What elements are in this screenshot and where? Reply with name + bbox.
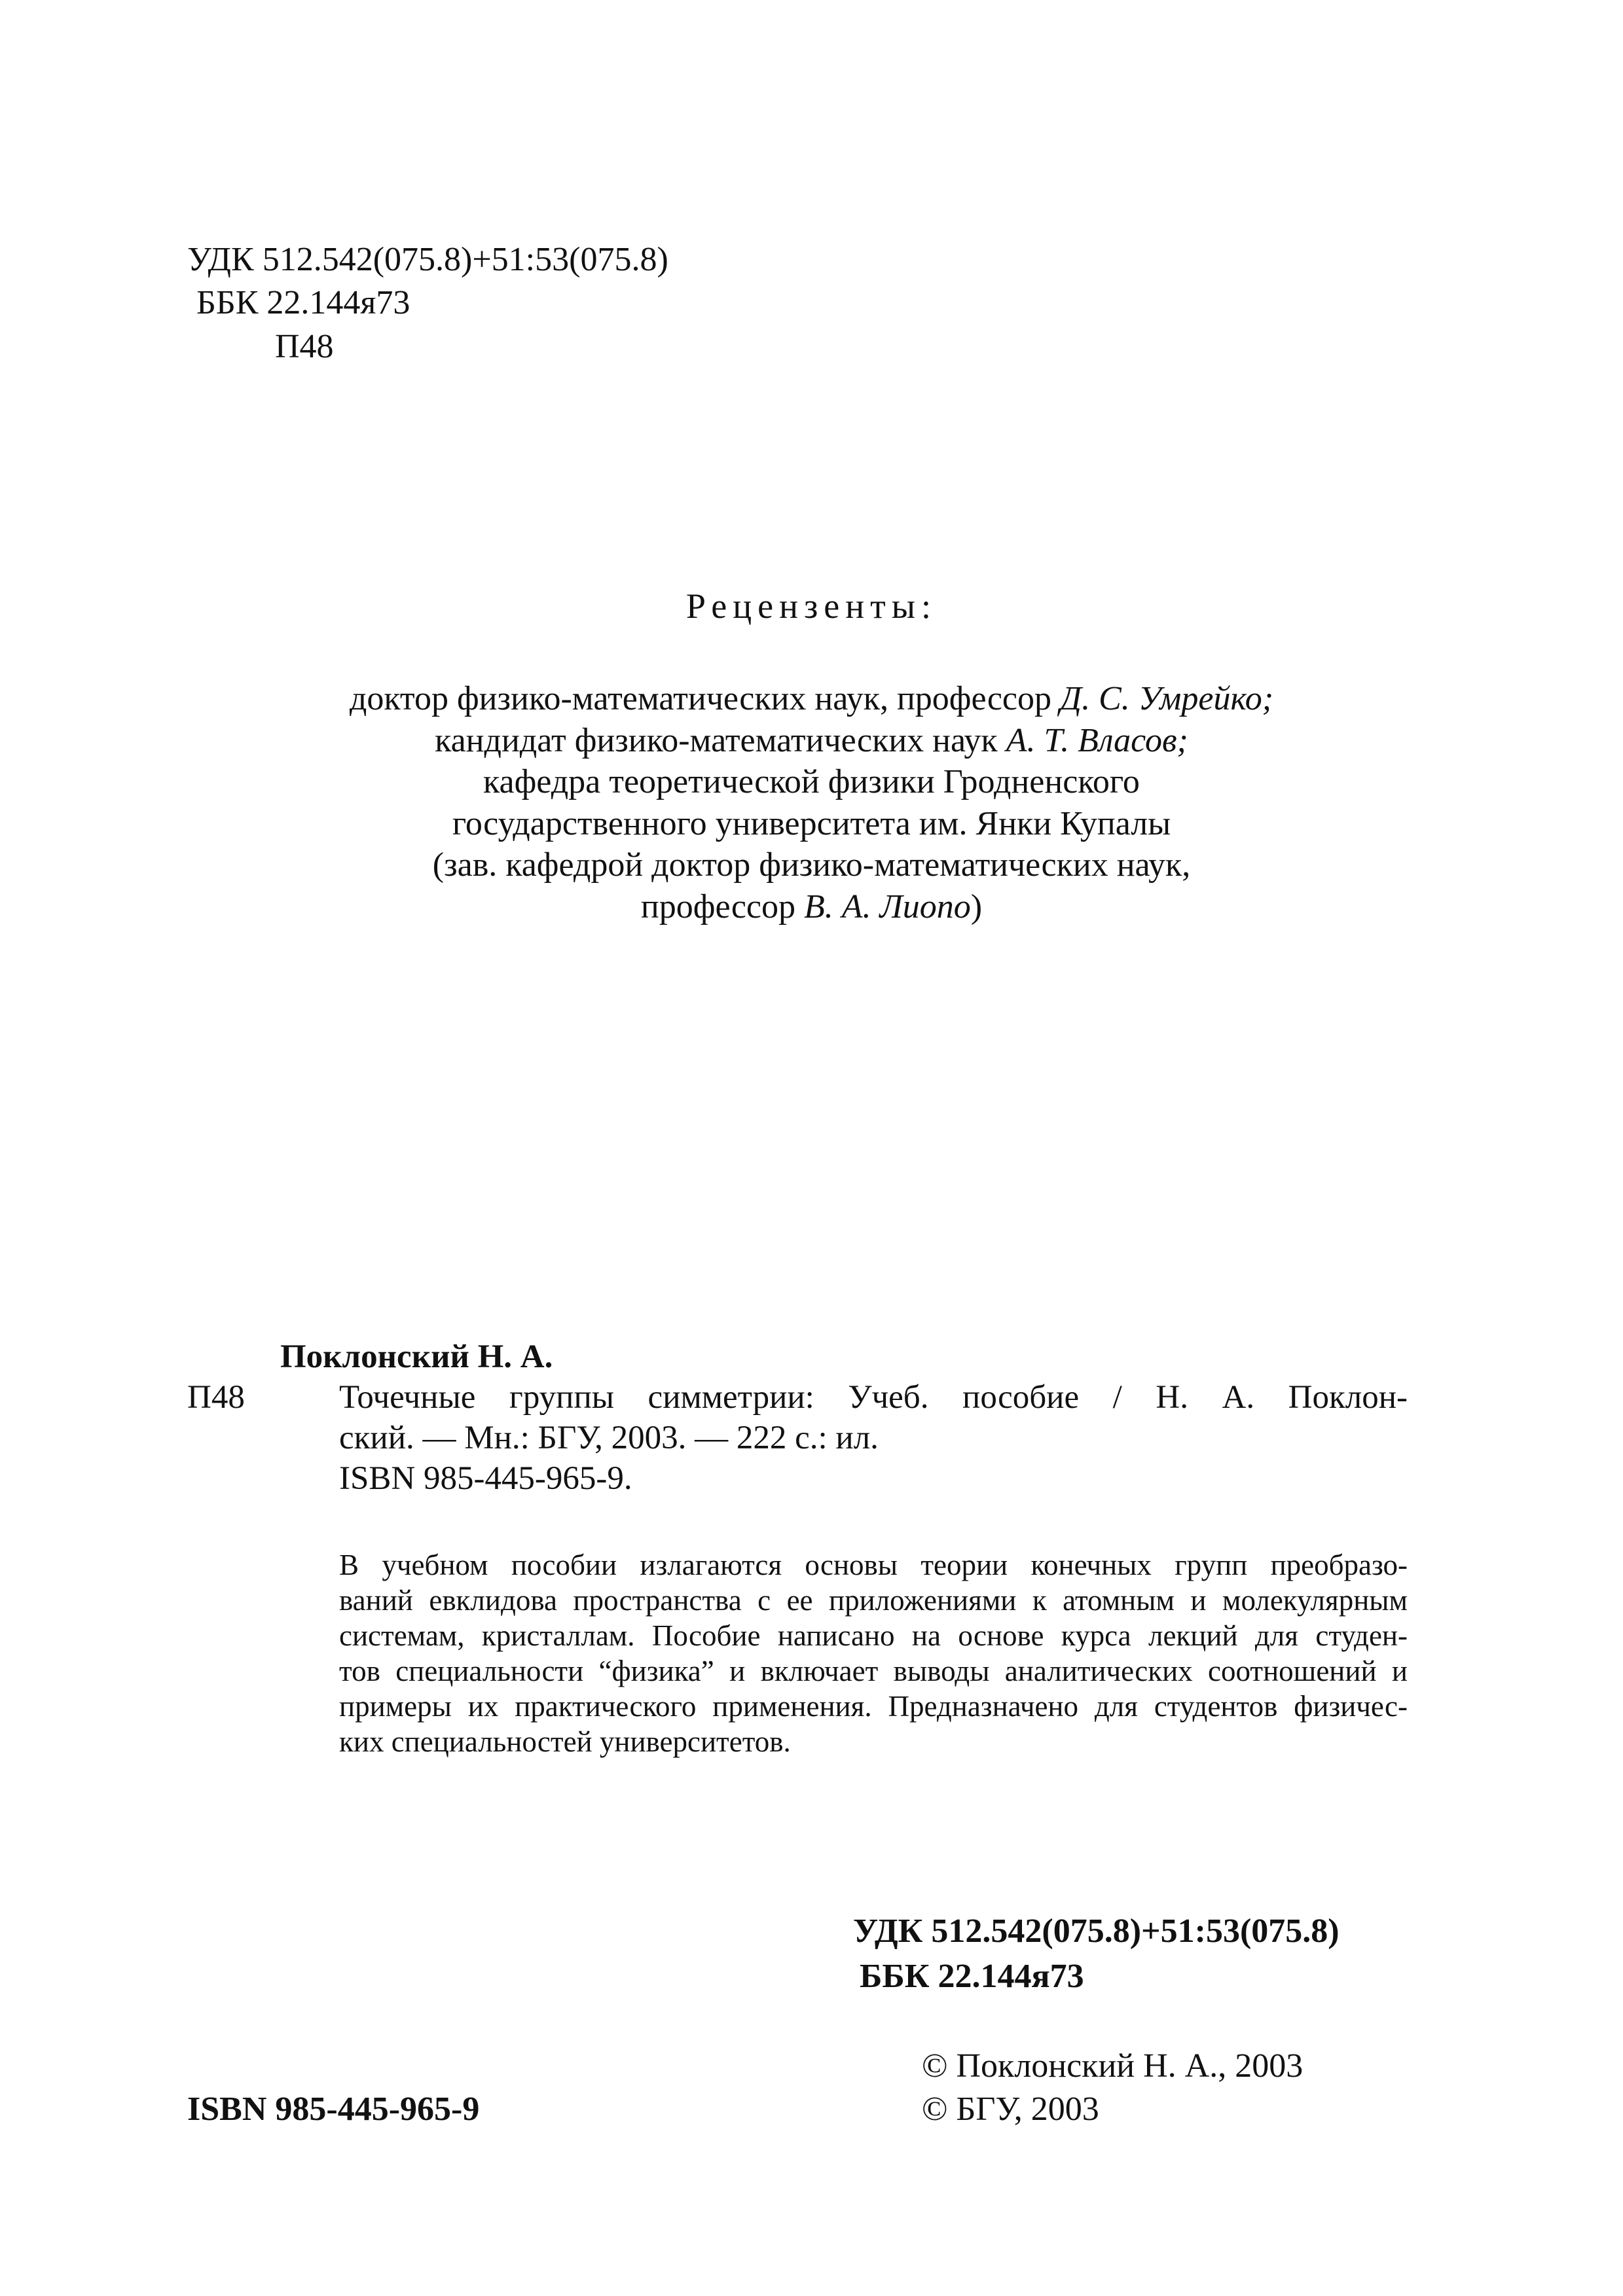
annotation-line-4: тов специальности “физика” и включает выводы аналитических соотношений и [339,1655,1408,1687]
isbn-bottom: ISBN 985-445-965-9 [187,2090,480,2128]
reviewer-line-3: кафедра теоретической физики Гродненского [483,763,1140,800]
reviewer-name-2: А. Т. Власов; [1006,721,1188,759]
copyright-author: © Поклонский Н. А., 2003 [922,2047,1304,2085]
annotation-line-1: В учебном пособии излагаются основы теории конечных групп преобразо- [339,1549,1408,1581]
author-mark-top: П48 [275,328,334,365]
bbk-code-top: ББК 22.144я73 [196,284,410,321]
bib-isbn: ISBN 985-445-965-9. [339,1460,632,1497]
bbk-code-bottom: ББК 22.144я73 [860,1958,1084,1995]
annotation [339,1547,1408,1759]
reviewer-name-1: Д. С. Умрейко; [1060,680,1274,717]
annotation-line-5: примеры их практического применения. Предназначено для студентов физичес- [339,1690,1408,1723]
reviewer-line-5: (зав. кафедрой доктор физико-математических наук, [432,846,1191,884]
annotation-line-6: ких специальностей университетов. [339,1725,791,1758]
reviewer-line-4: государственного университета им. Янки Купалы [452,804,1171,842]
reviewers-title: Рецензенты: [685,586,938,626]
bib-description-line-1: Точечные группы симметрии: Учеб. пособие / Н. А. Поклон- [339,1379,1408,1416]
author-mark-bib: П48 [187,1379,245,1416]
reviewer-name-6: В. А. Лиопо [803,888,971,925]
udk-code-top: УДК 512.542(075.8)+51:53(075.8) [187,241,668,278]
bib-description-line-2: ский. — Мн.: БГУ, 2003. — 222 с.: ил. [339,1420,879,1456]
reviewers-list [0,678,1623,927]
annotation-line-2: ваний евклидова пространства с ее приложениями к атомным и молекулярным [339,1584,1408,1617]
reviewer-line-1: доктор физико-математических наук, профессор Д. С. Умрейко; [349,680,1274,717]
reviewer-line-6: профессор В. А. Лиопо) [640,888,983,925]
reviewer-line-2: кандидат физико-математических наук А. Т. Власов; [435,721,1188,759]
annotation-line-3: системам, кристаллам. Пособие написано на основе курса лекций для студен- [339,1619,1408,1652]
copyright-publisher: © БГУ, 2003 [922,2090,1099,2128]
book-author: Поклонский Н. А. [280,1338,553,1375]
udk-code-bottom: УДК 512.542(075.8)+51:53(075.8) [853,1912,1340,1950]
